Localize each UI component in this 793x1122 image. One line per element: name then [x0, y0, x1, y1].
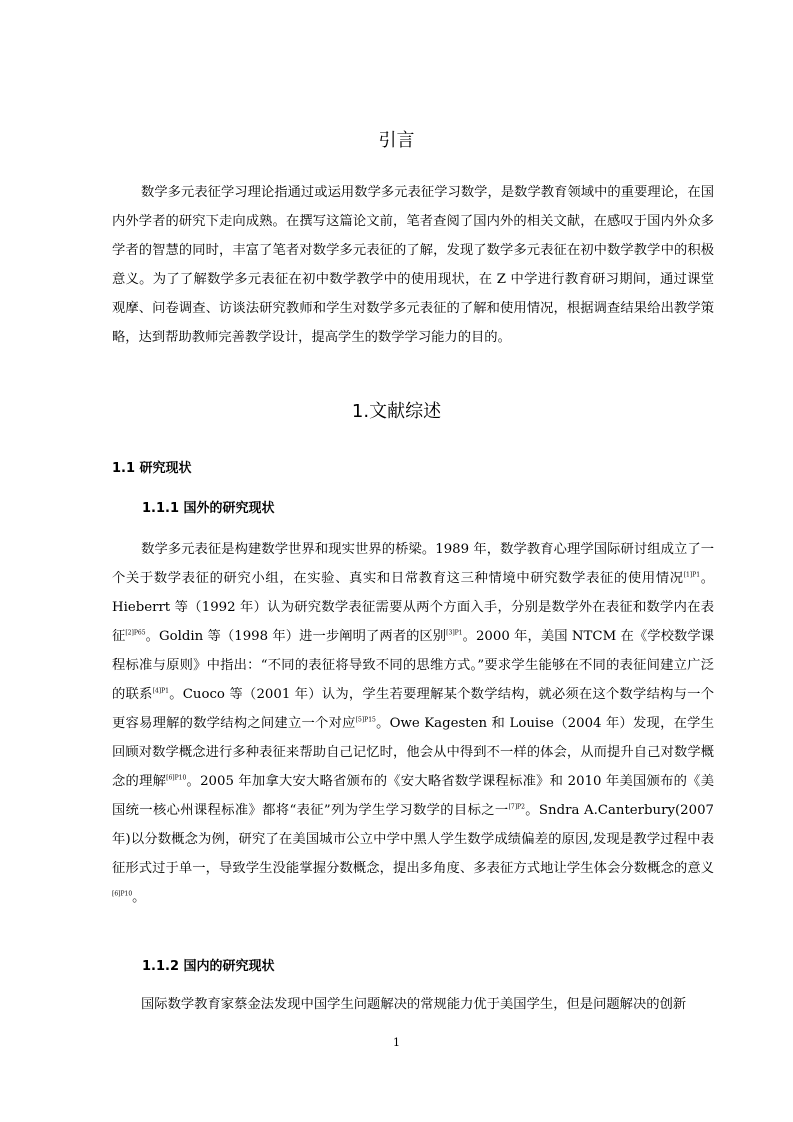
- citation-ref: [7]P2: [508, 803, 525, 811]
- section-title: 1.文献综述: [351, 401, 442, 422]
- page-number: 1: [393, 1036, 400, 1049]
- citation-ref: [2]P65: [125, 629, 146, 637]
- subsubsection-heading-foreign: 1.1.1 国外的研究现状: [142, 501, 275, 516]
- intro-title: 引言: [378, 130, 415, 151]
- citation-ref: [6]P10: [166, 774, 187, 782]
- intro-paragraph: 数学多元表征学习理论指通过或运用数学多元表征学习数学，是数学教育领域中的重要理论，在国内外学者的研究下走向成熟。在撰写这篇论文前，笔者查阅了国内外的相关文献，在感叹于国内外众多学者的智慧的同时，丰富了笔者对数学多元表征的了解，发现了数学多元表征在初中数学教学中的积极意义。为了了解数学多元表征在初中数学教学中的使用现状，在 Z 中学进行教育研习期间，通过课堂观摩、问卷调查、访谈法研究教师和学生对数学多元表征的了解和使用情况，根据调查结果给出教学策略，达到帮助教师完善教学设计，提高学生的数学学习能力的目的。: [112, 185, 714, 345]
- citation-ref: [4]P1: [152, 687, 169, 695]
- citation-ref: [3]P1: [446, 629, 463, 637]
- subsection-heading: 1.1 研究现状: [112, 461, 192, 476]
- citation-ref: [1]P1: [683, 571, 701, 579]
- subsubsection-heading-domestic: 1.1.2 国内的研究现状: [142, 959, 275, 974]
- domestic-research-paragraph: 国际数学教育家蔡金法发现中国学生问题解决的常规能力优于美国学生，但是问题解决的创新: [141, 997, 687, 1012]
- citation-ref: [6]P10: [112, 890, 133, 898]
- citation-ref: [5]P15: [355, 716, 376, 724]
- foreign-research-paragraph: 数学多元表征是构建数学世界和现实世界的桥梁。1989 年，数学教育心理学国际研讨组成立了一个关于数学表征的研究小组，在实验、真实和日常教育这三种情境中研究数学表征的使用情况$^{[1]P1}$。Hieberrt 等（1992 年）认为研究数学表征需要从两个方面入手，分别是数学外在表征和数学内在表征$^{[2]P65}$。Goldin 等（1998 年）进一步阐明了两者的区别$^{[3]P1}$。2000 年，美国 NTCM 在《学校数学课程标准与原则》中指出：“不同的表征将导致不同的思维方式。”要求学生能够在不同的表征间建立广泛的联系$^{[4]P1}$。Cuoco 等（2001 年）认为，学生若要理解某个数学结构，就必须在这个数学结构与一个更容易理解的数学结构之间建立一个对应$^{[5]P15}$。Owe Kagesten 和 Louise（2004 年）发现，在学生回顾对数学概念进行多种表征来帮助自己记忆时，他会从中得到不一样的体会，从而提升自己对数学概念的理解$^{[6]P10}$。2005 年加拿大安大略省颁布的《安大略省数学课程标准》和 2010 年美国颁布的《美国统一核心州课程标准》都将“表征”列为学生学习数学的目标之一$^{[7]P2}$。Sndra A.Canterbury(2007 年)以分数概念为例，研究了在美国城市公立中学中黑人学生数学成绩偏差的原因,发现是教学过程中表征形式过于单一，导致学生没能掌握分数概念，提出多角度、多表征方式地让学生体会分数概念的意义$^{[6]P10}$。: [112, 542, 715, 905]
